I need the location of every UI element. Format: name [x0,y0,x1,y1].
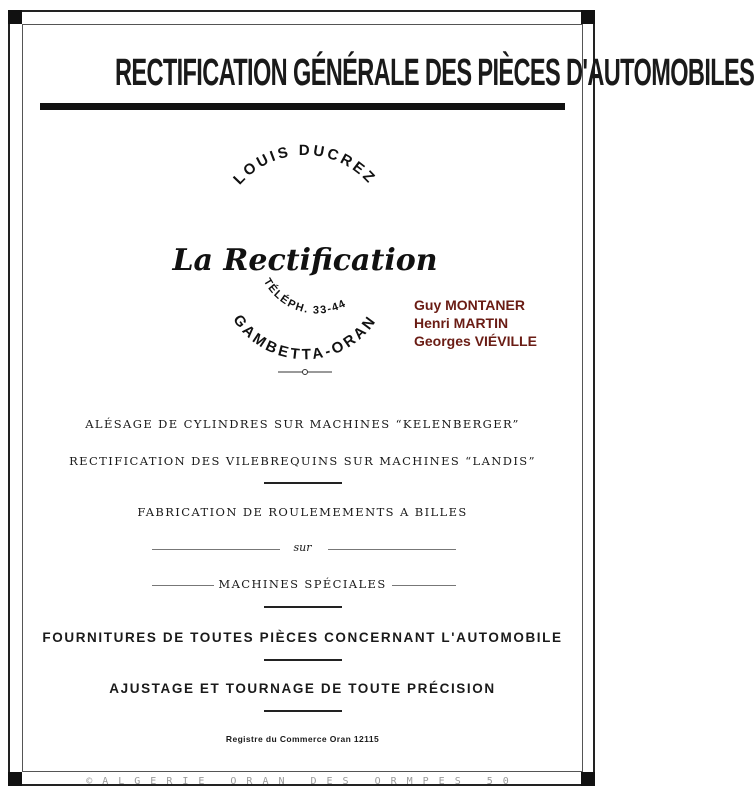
name-item: Henri MARTIN [414,315,509,331]
headline: RECTIFICATION GÉNÉRALE DES PIÈCES D'AUTOMOBILES [114,52,754,94]
divider [264,606,342,608]
name-item: Guy MONTANER [414,297,525,313]
service-line-5: FOURNITURES DE TOUTES PIÈCES CONCERNANT L'AUTOMOBILE [42,630,563,645]
corner-mark [8,10,22,24]
service-line-1: ALÉSAGE DE CYLINDRES SUR MACHINES “KELENBERGER” [85,417,520,431]
name-item: Georges VIÉVILLE [414,333,537,349]
footer-watermark: ©ALGERIE ORAN DES ORMPES 50 [86,776,519,787]
corner-mark [581,10,595,24]
service-line-6: AJUSTAGE ET TOURNAGE DE TOUTE PRÉCISION [109,681,496,696]
registry-number: Registre du Commerce Oran 12115 [225,734,380,744]
logo-script-name: La Rectification [172,243,438,278]
thin-rule [328,549,456,550]
company-logo [172,141,438,380]
service-line-2: RECTIFICATION DES VILEBREQUINS SUR MACHINES “LANDIS” [69,454,536,468]
logo-bottom-arc: GAMBETTA-ORAN [229,311,381,364]
divider [264,659,342,661]
logo-phone: TÉLÉPH. 33-44 [260,276,349,317]
names-list [414,296,564,350]
headline-rule [40,103,565,110]
logo-ornament-dot [303,370,308,375]
logo-top-arc: LOUIS DUCREZ [230,141,380,189]
divider [264,482,342,484]
service-line-3: FABRICATION DE ROULEMEMENTS A BILLES [137,505,468,519]
service-line-4: MACHINES SPÉCIALES [218,577,387,591]
service-sur: sur [293,541,312,554]
thin-rule [392,585,456,586]
divider [264,710,342,712]
logo-svg [172,141,438,380]
